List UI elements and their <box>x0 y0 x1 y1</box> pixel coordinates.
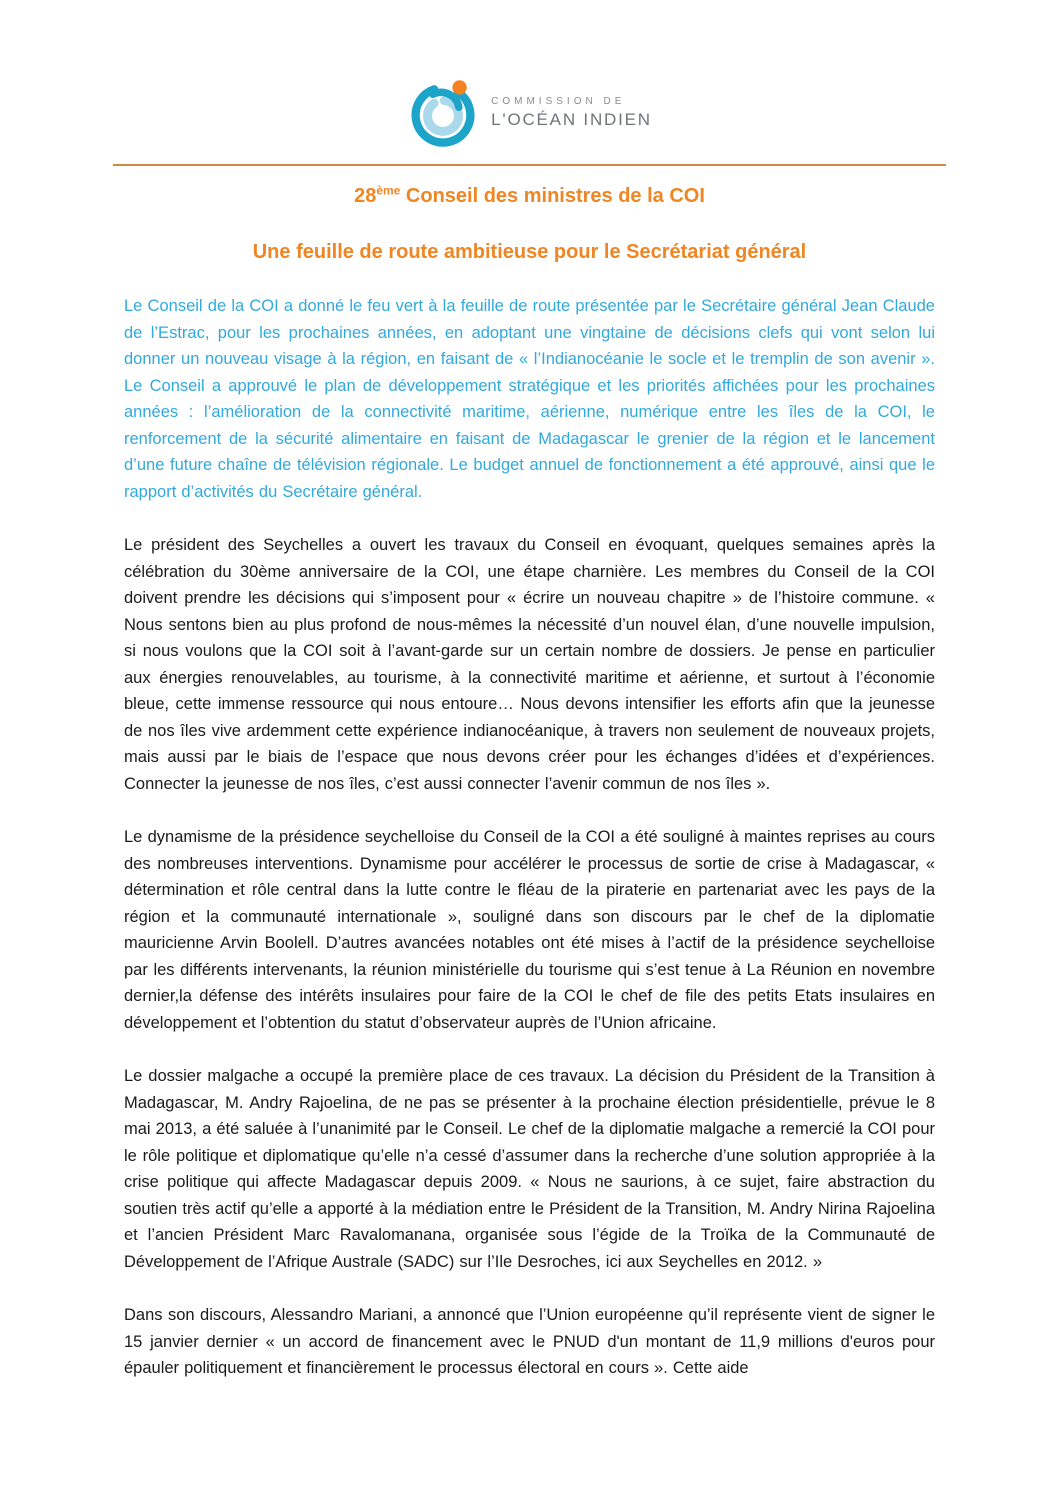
lead-paragraph: Le Conseil de la COI a donné le feu vert à la feuille de route présentée par le Secrétaire général Jean Claude de l’Estrac, pour les prochaines années, en adoptant une vingtaine de décisions clefs qui vont selon lui donner un nouveau visage à la région, en faisant de « l’Indianocéanie le socle et le tremplin de son avenir ». Le Conseil a approuvé le plan de développement stratégique et les priorités affichées pour les prochaines années : l’amélioration de la connectivité maritime, aérienne, numérique entre les îles de la COI, le renforcement de la sécurité alimentaire en faisant de Madagascar le grenier de la région et le lancement d’une future chaîne de télévision régionale. Le budget annuel de fonctionnement a été approuvé, ainsi que le rapport d’activités du Secrétaire général. <box>124 297 935 501</box>
title-ordinal-suffix: ème <box>376 183 401 198</box>
coi-logo <box>124 76 935 150</box>
body-paragraph-3: Le dossier malgache a occupé la première place de ces travaux. La décision du Président de la Transition à Madagascar, M. Andry Rajoelina, de ne pas se présenter à la prochaine élection présidentielle, prévue le 8 mai 2013, a été saluée à l’unanimité par le Conseil. Le chef de la diplomatie malgache a remercié la COI pour le rôle politique et diplomatique qu’elle n’a cessé d’assumer dans la recherche d’une solution appropriée à la crise politique qui affecte Madagascar depuis 2009. « Nous ne saurions, à ce sujet, faire abstraction du soutien très actif qu’elle a apporté à la médiation entre le Président de la Transition, M. Andry Nirina Rajoelina et l’ancien Président Marc Ravalomanana, organisée sous l’égide de la Troïka de la Communauté de Développement de l’Afrique Australe (SADC) sur l’Ile Desroches, ici aux Seychelles en 2012. » <box>124 1067 935 1271</box>
body-paragraph-2: Le dynamisme de la présidence seychelloise du Conseil de la COI a été souligné à maintes reprises au cours des nombreuses interventions. Dynamisme pour accélérer le processus de sortie de crise à Madagascar, « détermination et rôle central dans la lutte contre le fléau de la piraterie en partenariat avec les pays de la région et la communauté internationale », souligné dans son discours par le chef de la diplomatie mauricienne Arvin Boolell. D’autres avancées notables ont été mises à l’actif de la présidence seychelloise par les différents intervenants, la réunion ministérielle du tourisme qui s’est tenue à La Réunion en novembre dernier,la défense des intérêts insulaires pour faire de la COI le chef de file des petits Etats insulaires en développement et l’obtention du statut d’observateur auprès de l’Union africaine. <box>124 828 935 1032</box>
coi-swirl-icon <box>407 77 479 149</box>
title-number: 28 <box>354 185 377 207</box>
coi-logo-text <box>491 96 652 130</box>
document-subtitle: Une feuille de route ambitieuse pour le Secrétariat général <box>252 241 807 263</box>
document-title <box>124 184 935 208</box>
body-paragraph-4: Dans son discours, Alessandro Mariani, a annoncé que l’Union européenne qu’il représente vient de signer le 15 janvier dernier « un accord de financement avec le PNUD d'un montant de 11,9 millions d'euros pour épauler politiquement et financièrement le processus électoral en cours ». Cette aide <box>124 1306 935 1377</box>
title-text: Conseil des ministres de la COI <box>400 185 705 207</box>
logo-text-commission-de: COMMISSION DE <box>491 96 626 107</box>
orange-divider <box>113 164 946 166</box>
logo-text-ocean-indien: L'OCÉAN INDIEN <box>491 110 652 129</box>
body-paragraph-1: Le président des Seychelles a ouvert les travaux du Conseil en évoquant, quelques semaines après la célébration du 30ème anniversaire de la COI, une étape charnière. Les membres du Conseil de la COI doivent prendre les décisions qui s’imposent pour « écrire un nouveau chapitre » de l’histoire commune. « Nous sentons bien au plus profond de nous-mêmes la nécessité d’un nouvel élan, d’une nouvelle impulsion, si nous voulons que la COI soit à l’avant-garde sur un certain nombre de dossiers. Je pense en particulier aux énergies renouvelables, au tourisme, à la connectivité maritime et aérienne, et surtout à l’économie bleue, cette immense ressource qui nous entoure… Nous devons intensifier les efforts afin que la jeunesse de nos îles vive ardemment cette expérience indianocéanique, à travers non seulement de nouveaux projets, mais aussi par le biais de l’espace que nous devons créer pour les échanges d’idées et d’expériences. Connecter la jeunesse de nos îles, c’est aussi connecter l’avenir commun de nos îles ». <box>124 536 935 793</box>
